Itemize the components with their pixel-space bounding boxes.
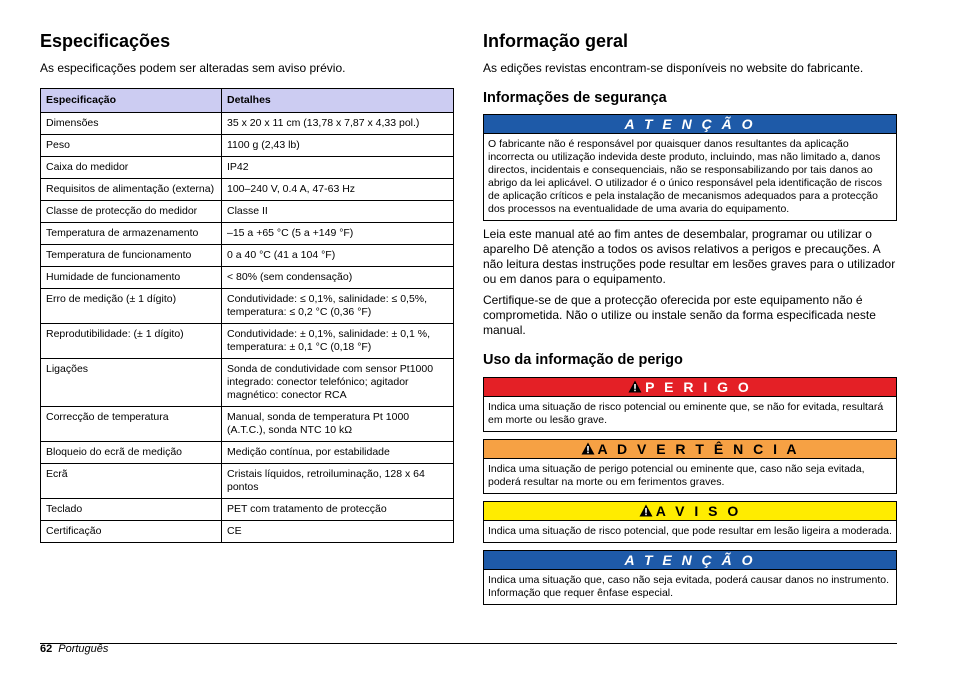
footer-language: Português	[58, 643, 109, 655]
spec-value-cell: Manual, sonda de temperatura Pt 1000 (A.T.C.), sonda NTC 10 kΩ	[222, 407, 454, 442]
specifications-intro: As especificações podem ser alteradas sem aviso prévio.	[40, 61, 346, 75]
notice-text: Indica uma situação que, caso não seja evitada, poderá causar danos no instrumento. Informação que requer ênfase especial.	[488, 574, 890, 599]
spec-value-cell: Sonda de condutividade com sensor Pt1000 integrado: conector telefónico; agitador magnético: conector RCA	[222, 359, 454, 407]
specifications-section	[40, 30, 454, 543]
spec-value-cell: Condutividade: ± 0,1%, salinidade: ± 0,1 %, temperatura: ± 0,1 °C (0,18 °F)	[222, 324, 454, 359]
general-info-section	[483, 30, 897, 605]
table-row	[41, 157, 454, 179]
spec-value-cell: 35 x 20 x 11 cm (13,78 x 7,87 x 4,33 pol.)	[222, 113, 454, 135]
spec-value-cell: CE	[222, 521, 454, 543]
spec-name-cell: Certificação	[41, 521, 222, 543]
table-header-spec: Especificação	[41, 89, 222, 113]
warning-triangle-icon	[639, 504, 653, 517]
notice-box	[483, 550, 897, 605]
spec-name-cell: Temperatura de funcionamento	[41, 245, 222, 267]
table-row	[41, 201, 454, 223]
spec-value-cell: Cristais líquidos, retroiluminação, 128 x 64 pontos	[222, 464, 454, 499]
table-row	[41, 289, 454, 324]
caution-box	[483, 501, 897, 543]
specifications-table	[40, 88, 454, 543]
hazard-title: Uso da informação de perigo	[483, 352, 683, 368]
footer-divider	[40, 643, 897, 644]
table-row	[41, 464, 454, 499]
paragraph-protection: Certifique-se de que a protecção oferecida por este equipamento não é comprometida. Não o utilize ou instale senão da forma especificada neste manual.	[483, 293, 876, 337]
danger-label: P E R I G O	[645, 379, 752, 395]
table-header-row	[41, 89, 454, 113]
notice-label: A T E N Ç Ã O	[624, 552, 756, 568]
table-header-details: Detalhes	[222, 89, 454, 113]
spec-value-cell: Classe II	[222, 201, 454, 223]
spec-value-cell: < 80% (sem condensação)	[222, 267, 454, 289]
caution-header	[484, 502, 896, 521]
spec-value-cell: 100–240 V, 0.4 A, 47-63 Hz	[222, 179, 454, 201]
page-footer	[40, 643, 108, 656]
general-info-intro: As edições revistas encontram-se disponíveis no website do fabricante.	[483, 61, 864, 75]
spec-name-cell: Caixa do medidor	[41, 157, 222, 179]
spec-name-cell: Classe de protecção do medidor	[41, 201, 222, 223]
table-row	[41, 135, 454, 157]
specifications-title: Especificações	[40, 31, 171, 51]
warning-triangle-icon	[581, 442, 595, 455]
warning-header	[484, 440, 896, 459]
spec-value-cell: –15 a +65 °C (5 a +149 °F)	[222, 223, 454, 245]
warning-box	[483, 439, 897, 494]
table-row	[41, 521, 454, 543]
warning-text: Indica uma situação de perigo potencial ou eminente que, caso não seja evitada, poderá resultar na morte ou em ferimentos graves.	[488, 463, 865, 488]
spec-name-cell: Bloqueio do ecrã de medição	[41, 442, 222, 464]
spec-name-cell: Erro de medição (± 1 dígito)	[41, 289, 222, 324]
spec-name-cell: Teclado	[41, 499, 222, 521]
spec-value-cell: 1100 g (2,43 lb)	[222, 135, 454, 157]
notice-header	[484, 551, 896, 570]
spec-name-cell: Ligações	[41, 359, 222, 407]
table-row	[41, 499, 454, 521]
caution-text: Indica uma situação de risco potencial, que pode resultar em lesão ligeira a moderada.	[488, 525, 892, 537]
spec-value-cell: 0 a 40 °C (41 a 104 °F)	[222, 245, 454, 267]
spec-value-cell: Medição contínua, por estabilidade	[222, 442, 454, 464]
spec-name-cell: Peso	[41, 135, 222, 157]
table-row	[41, 442, 454, 464]
table-row	[41, 407, 454, 442]
spec-name-cell: Correcção de temperatura	[41, 407, 222, 442]
table-row	[41, 359, 454, 407]
spec-name-cell: Dimensões	[41, 113, 222, 135]
table-row	[41, 267, 454, 289]
danger-box	[483, 377, 897, 432]
general-info-title: Informação geral	[483, 31, 629, 51]
table-row	[41, 324, 454, 359]
spec-name-cell: Ecrã	[41, 464, 222, 499]
notice-text: O fabricante não é responsável por quaisquer danos resultantes da aplicação incorrecta ou utilização indevida deste produto, incluindo, mas não limitado a, danos directos, incidentais e consequenciais, não se responsabilizando por tais danos ao abrigo da lei aplicável. O utilizador é o único responsável pela identificação de riscos de aplicação críticos e pela instalação de mecanismos adequados para a protecção dos processos na eventualidade de uma avaria do equipamento.	[488, 138, 882, 215]
spec-value-cell: Condutividade: ≤ 0,1%, salinidade: ≤ 0,5%, temperatura: ≤ 0,2 °C (0,36 °F)	[222, 289, 454, 324]
spec-value-cell: PET com tratamento de protecção	[222, 499, 454, 521]
notice-header: A T E N Ç Ã O	[484, 115, 896, 134]
warning-label: A D V E R T Ê N C I A	[597, 441, 800, 457]
page-number: 62	[40, 643, 53, 655]
paragraph-read-manual: Leia este manual até ao fim antes de desembalar, programar ou utilizar o aparelho Dê atenção a todos os avisos relativos a perigos e precauções. A não leitura destas instruções pode resultar em lesões graves para o utilizador ou em danos para o equipamento.	[483, 227, 896, 286]
spec-name-cell: Requisitos de alimentação (externa)	[41, 179, 222, 201]
warning-triangle-icon	[628, 380, 642, 393]
table-row	[41, 223, 454, 245]
table-row	[41, 113, 454, 135]
table-row	[41, 245, 454, 267]
spec-name-cell: Humidade de funcionamento	[41, 267, 222, 289]
safety-title: Informações de segurança	[483, 90, 667, 106]
notice-box	[483, 114, 897, 221]
danger-text: Indica uma situação de risco potencial ou eminente que, se não for evitada, resultará em morte ou lesão grave.	[488, 401, 884, 426]
caution-label: A V I S O	[655, 503, 742, 519]
danger-header	[484, 378, 896, 397]
spec-name-cell: Reprodutibilidade: (± 1 dígito)	[41, 324, 222, 359]
spec-name-cell: Temperatura de armazenamento	[41, 223, 222, 245]
spec-value-cell: IP42	[222, 157, 454, 179]
table-row	[41, 179, 454, 201]
